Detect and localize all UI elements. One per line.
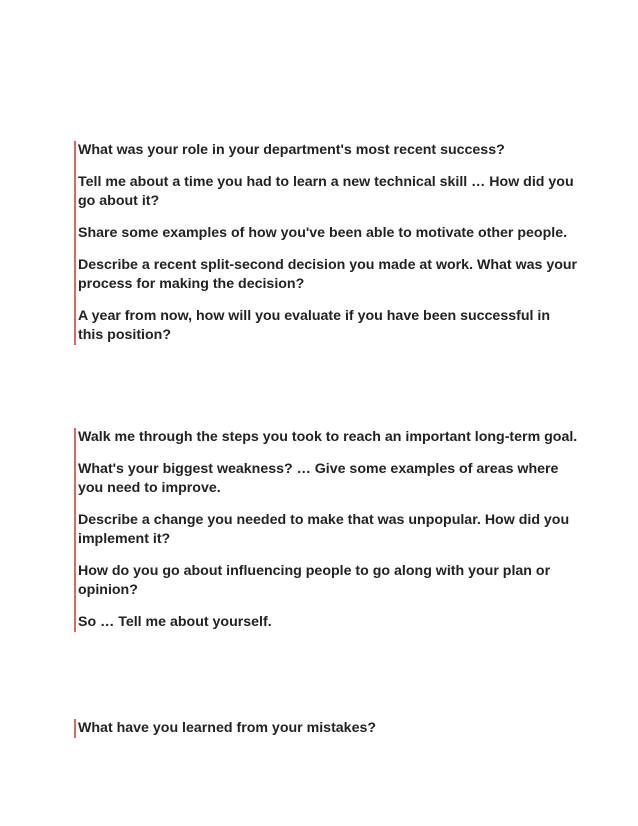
question-text: What's your biggest weakness? … Give some examples of areas where you need to improve. [78,461,559,496]
question-text: Tell me about a time you had to learn a new technical skill … How did you go about it? [78,174,574,209]
question-block [74,428,578,632]
question-text: So … Tell me about yourself. [78,614,272,630]
question-text: Walk me through the steps you took to reach an important long-term goal. [78,429,578,445]
question-block [74,719,578,738]
question-block [74,141,578,345]
question-text: Describe a recent split-second decision you made at work. What was your process for making the decision? [78,257,578,292]
question-text: How do you go about influencing people to go along with your plan or opinion? [78,563,551,598]
question-text: What have you learned from your mistakes? [78,720,377,736]
question-text: A year from now, how will you evaluate if you have been successful in this position? [78,308,550,343]
question-text: What was your role in your department's most recent success? [78,142,505,158]
question-text: Describe a change you needed to make that was unpopular. How did you implement it? [78,512,570,547]
question-text: Share some examples of how you've been able to motivate other people. [78,225,568,241]
